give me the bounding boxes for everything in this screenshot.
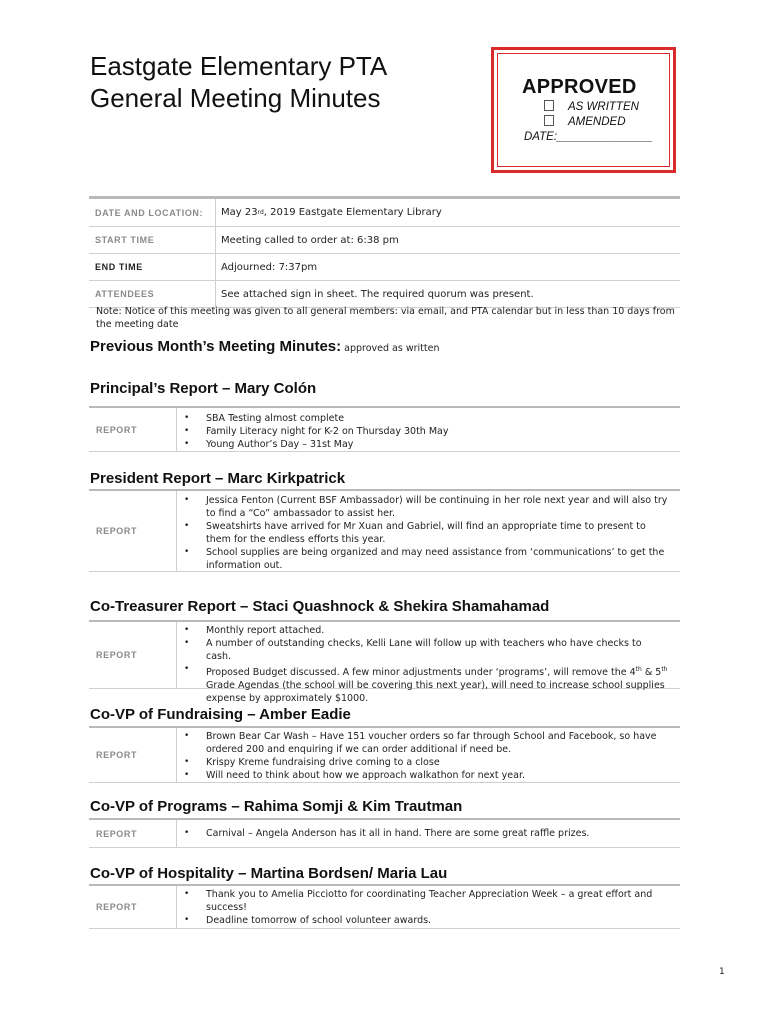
info-value: Adjourned: 7:37pm	[221, 261, 318, 273]
document-title	[90, 50, 470, 114]
report-label: REPORT	[89, 820, 177, 847]
list-item: • Brown Bear Car Wash – Have 151 voucher orders so far through School and Facebook, so have ordered 200 and enquiring if we can order additional if need be.	[97, 730, 680, 756]
section-box-principal	[89, 406, 680, 452]
report-label: REPORT	[89, 408, 177, 451]
list-item: • Carnival – Angela Anderson has it all in hand. There are some great raffle prizes.	[97, 827, 680, 840]
report-list	[97, 408, 680, 451]
report-list	[97, 622, 680, 705]
meeting-note: Note: Notice of this meeting was given to all general members: via email, and PTA calendar but in less than 10 days from the meeting date	[96, 306, 675, 330]
section-box-fundraising	[89, 726, 680, 783]
meeting-info-table	[89, 196, 680, 308]
section-box-treasurer	[89, 620, 680, 705]
previous-minutes-status: approved as written	[344, 343, 440, 354]
list-item: • A number of outstanding checks, Kelli Lane will follow up with teachers who have checks to cash.	[97, 637, 680, 663]
stamp-option-label: AS WRITTEN	[568, 101, 639, 113]
info-row-attendees	[89, 281, 680, 308]
info-row-start	[89, 227, 680, 254]
list-item: • Proposed Budget discussed. A few minor adjustments under ‘programs’, will remove the 4th & 5th Grade Agendas (the school will be covering this next year), will need to increase school supplies expense by approximately $1000.	[97, 663, 680, 705]
section-box-programs	[89, 818, 680, 848]
report-label: REPORT	[89, 728, 177, 782]
stamp-title: APPROVED	[522, 76, 637, 98]
info-value: Meeting called to order at: 6:38 pm	[221, 234, 399, 246]
title-line-2: General Meeting Minutes	[90, 83, 381, 113]
report-label: REPORT	[89, 491, 177, 571]
report-label: REPORT	[89, 622, 177, 688]
stamp-option-label: AMENDED	[568, 116, 626, 128]
info-label: ATTENDEES	[89, 281, 216, 307]
section-heading-principal: Principal’s Report – Mary Colón	[90, 380, 317, 397]
info-label: END TIME	[89, 254, 216, 280]
list-item: • Young Author’s Day – 31st May	[97, 438, 680, 451]
report-list	[97, 886, 680, 928]
info-label: DATE AND LOCATION:	[89, 199, 216, 226]
page-number: 1	[719, 967, 725, 977]
section-heading-treasurer: Co-Treasurer Report – Staci Quashnock & Shekira Shamahamad	[90, 598, 550, 615]
info-row-date	[89, 199, 680, 227]
section-heading-hospitality: Co-VP of Hospitality – Martina Bordsen/ Maria Lau	[90, 865, 448, 882]
list-item: • Thank you to Amelia Picciotto for coordinating Teacher Appreciation Week – a great effort and success!	[97, 888, 680, 914]
list-item: • Sweatshirts have arrived for Mr Xuan and Gabriel, will find an appropriate time to present to them for the endless efforts this year.	[97, 520, 680, 546]
report-list	[97, 728, 680, 782]
stamp-date-line: DATE:_______________	[524, 131, 653, 143]
report-label: REPORT	[89, 886, 177, 928]
info-value: See attached sign in sheet. The required quorum was present.	[221, 288, 534, 300]
list-item: • SBA Testing almost complete	[97, 412, 680, 425]
info-value: May 23 rd , 2019 Eastgate Elementary Library	[221, 207, 442, 218]
list-item: • Deadline tomorrow of school volunteer awards.	[97, 914, 680, 927]
approval-stamp-inner	[497, 53, 670, 167]
section-box-hospitality	[89, 884, 680, 929]
info-row-end	[89, 254, 680, 281]
list-item: • Family Literacy night for K-2 on Thursday 30th May	[97, 425, 680, 438]
title-line-1: Eastgate Elementary PTA	[90, 51, 388, 81]
checkbox-icon[interactable]	[544, 115, 554, 126]
section-box-president	[89, 489, 680, 572]
list-item: • Krispy Kreme fundraising drive coming to a close	[97, 756, 680, 769]
list-item: • Will need to think about how we approach walkathon for next year.	[97, 769, 680, 782]
list-item: • Jessica Fenton (Current BSF Ambassador) will be continuing in her role next year and will also try to find a “Co” ambassador to assist her.	[97, 494, 680, 520]
section-heading-president: President Report – Marc Kirkpatrick	[90, 470, 346, 487]
checkbox-icon[interactable]	[544, 100, 554, 111]
stamp-option-as-written	[544, 100, 669, 115]
approval-stamp	[491, 47, 676, 173]
previous-minutes	[90, 338, 439, 355]
stamp-option-amended	[544, 115, 669, 130]
previous-minutes-heading: Previous Month’s Meeting Minutes:	[90, 338, 342, 355]
section-heading-fundraising: Co-VP of Fundraising – Amber Eadie	[90, 706, 351, 723]
report-list	[97, 820, 680, 847]
report-list	[97, 491, 680, 571]
info-label: START TIME	[89, 227, 216, 253]
list-item: • Monthly report attached.	[97, 624, 680, 637]
list-item: • School supplies are being organized and may need assistance from ‘communications’ to get the information out.	[97, 546, 680, 572]
section-heading-programs: Co-VP of Programs – Rahima Somji & Kim Trautman	[90, 798, 463, 815]
